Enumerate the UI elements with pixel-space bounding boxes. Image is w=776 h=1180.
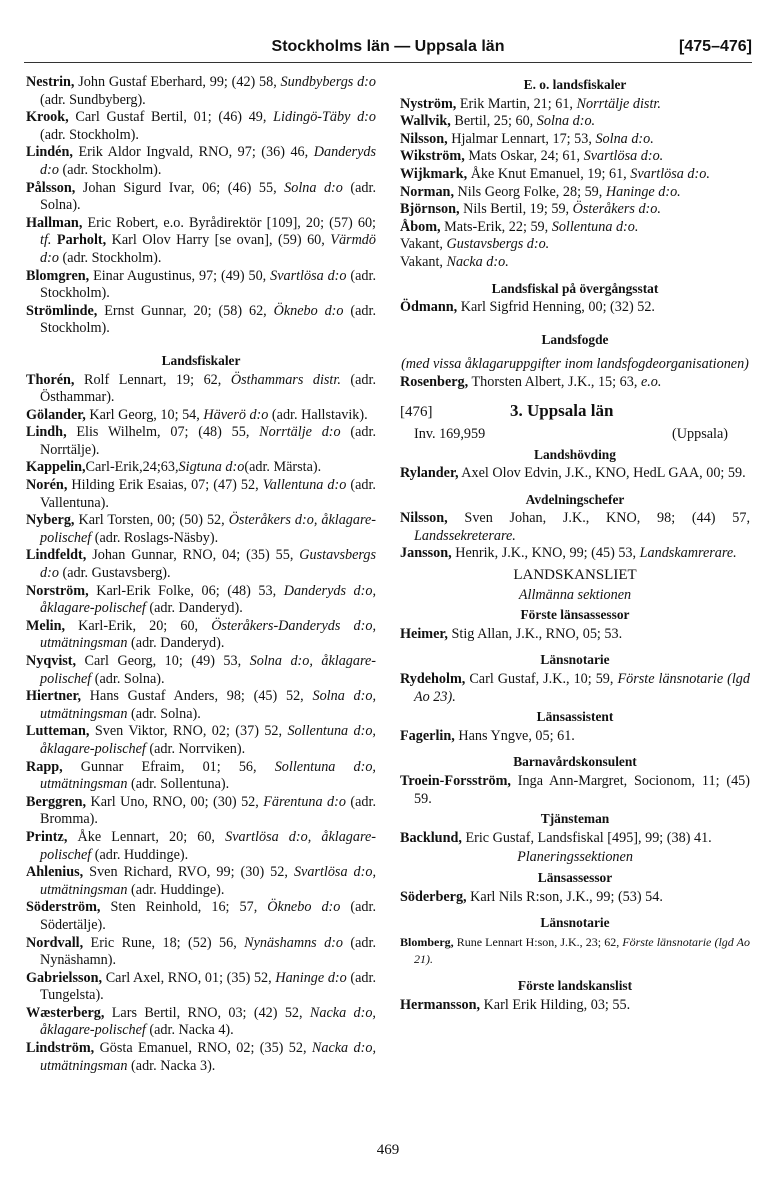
entry-office-text: Österåkers-Danderyds d:o, utmätningsman <box>40 617 376 652</box>
entry-office-text: Solna d:o, utmätningsman <box>40 688 376 722</box>
county-page-ref: [476] <box>400 403 433 420</box>
entry-office-text: Svartlösa d:o, utmätningsman <box>40 864 377 898</box>
section-note: (med vissa åklagaruppgifter inom landsfogdeorganisationen) <box>401 356 749 373</box>
entry-list <box>26 372 376 1076</box>
entry-text: Inga Ann-Margret, Socionom, 11; (45) 59. <box>414 773 750 807</box>
entry-office-text: Lidingö-Täby d:o <box>273 109 376 126</box>
person-surname: Nyberg, <box>26 512 75 529</box>
entry-text: (adr. Gustavsberg). <box>58 565 171 582</box>
entry-text: (adr. Tungelsta). <box>40 969 376 1004</box>
person-surname: Björnson, <box>400 201 460 218</box>
directory-entry <box>400 889 750 907</box>
directory-entry <box>26 144 376 179</box>
entry-text: Sven Johan, J.K., KNO, 98; (44) 57, <box>447 510 750 527</box>
person-surname: Norman, <box>400 183 454 200</box>
entry-text: Nils Bertil, 19; 59, <box>459 201 573 218</box>
entry-office-text: Haninge d:o <box>275 969 347 986</box>
entry-list <box>400 997 750 1015</box>
entry-text: Henrik, J.K., KNO, 99; (45) 53, <box>451 545 640 562</box>
directory-entry <box>400 148 750 166</box>
entry-list <box>400 96 750 272</box>
entry-office-text: Sollentuna d:o, utmätningsman <box>40 758 376 793</box>
entry-office-text: Värmdö d:o <box>40 232 376 266</box>
entry-text: Hilding Erik Esaias, 07; (47) 52, <box>67 477 263 494</box>
entry-text: (adr. Hallstavik). <box>268 406 368 423</box>
entry-text: (adr. Stockholm). <box>58 249 162 266</box>
county-seat: (Uppsala) <box>672 425 728 442</box>
person-surname: Nordvall, <box>26 934 84 951</box>
subdivision-title: Allmänna sektionen <box>518 586 632 603</box>
entry-office-text: Sigtuna d:o <box>178 459 245 476</box>
entry-text: Karl Olov Harry [se ovan], (59) 60, <box>106 232 331 249</box>
person-surname: Wallvik, <box>400 113 451 130</box>
entry-office-text: Nynäshamns d:o <box>244 934 343 951</box>
entry-text: (adr. Danderyd). <box>127 635 225 652</box>
entry-list <box>400 510 750 563</box>
person-surname: Hallman, <box>26 214 83 231</box>
person-surname: Lindfeldt, <box>26 547 87 564</box>
entry-text: Åke Knut Emanuel, 19; 61, <box>467 165 631 182</box>
directory-entry <box>400 166 750 184</box>
directory-entry <box>400 626 750 644</box>
person-surname: Hiertner, <box>26 688 82 705</box>
entry-text: Stig Allan, J.K., RNO, 05; 53. <box>447 625 623 642</box>
entry-office-text: Solna d:o. <box>595 130 654 147</box>
entry-list <box>400 299 750 317</box>
directory-entry <box>400 545 750 563</box>
entry-office-text: Norrtälje distr. <box>576 95 661 112</box>
entry-text: (adr. Huddinge). <box>91 846 189 863</box>
section-title: Landsfogde <box>541 331 609 347</box>
person-surname: Lindén, <box>26 144 73 161</box>
entry-office-text: Förste länsnotarie (lgd Ao 21). <box>414 934 750 967</box>
directory-entry <box>400 997 750 1015</box>
page-range: [475–476] <box>679 38 752 55</box>
entry-text: Gösta Emanuel, RNO, 02; (35) 52, <box>94 1040 312 1057</box>
section-title: Barnavårdskonsulent <box>513 754 637 770</box>
directory-entry <box>26 109 376 144</box>
entry-text: Mats Oskar, 24; 61, <box>464 148 584 165</box>
entry-text: Karl Torsten, 00; (50) 52, <box>74 512 229 529</box>
entry-text: Carl Gustaf Bertil, 01; (46) 49, <box>68 109 274 126</box>
entry-text: Sten Reinhold, 16; 57, <box>100 899 268 916</box>
person-surname: Blomberg, <box>400 934 454 949</box>
entry-office-text: Landskamrerare. <box>639 545 737 562</box>
entry-text: Hans Gustaf Anders, 98; (45) 52, <box>81 688 313 705</box>
person-surname: Lindh, <box>26 424 67 441</box>
entry-text: (adr. Nacka 3). <box>127 1057 216 1074</box>
entry-list <box>400 728 750 746</box>
directory-entry <box>400 830 750 848</box>
entry-office-text: Österåkers d:o. <box>572 201 661 218</box>
inventory-count: Inv. 169,959 <box>414 425 486 442</box>
entry-office-text: Solna d:o, åklagare-polischef <box>40 653 377 687</box>
person-surname: Gabrielsson, <box>26 969 103 986</box>
entry-text: (adr. Solna). <box>127 705 201 722</box>
entry-text: Hjalmar Lennart, 17; 53, <box>447 130 596 147</box>
entry-text: Axel Olov Edvin, J.K., KNO, HedL GAA, 00; 59. <box>458 465 746 482</box>
person-surname: Wikström, <box>400 148 465 165</box>
directory-entry <box>400 96 750 114</box>
directory-entry <box>26 723 376 758</box>
section-title: Landshövding <box>534 446 616 462</box>
entry-office-text: tf. <box>40 232 52 249</box>
entry-text: (adr. Nacka 4). <box>145 1022 234 1039</box>
entry-text: Erik Martin, 21; 61, <box>456 95 577 112</box>
person-surname: Blomgren, <box>26 267 90 284</box>
person-surname: Nilsson, <box>400 130 448 147</box>
entry-office-text: Färentuna d:o <box>263 793 346 810</box>
directory-entry <box>26 407 376 425</box>
person-surname: Söderström, <box>26 899 101 916</box>
person-surname: Rapp, <box>26 758 63 775</box>
left-column <box>26 74 376 1075</box>
entry-office-text: Sollentuna d:o, åklagare-polischef <box>40 723 376 757</box>
entry-text: Gunnar Efraim, 01; 56, <box>62 758 275 775</box>
person-surname: Melin, <box>26 617 66 634</box>
entry-text: Karl Nils R:son, J.K., 99; (53) 54. <box>466 888 663 905</box>
entry-text: Erik Aldor Ingvald, RNO, 97; (36) 46, <box>72 144 314 161</box>
section-title: Länsassistent <box>536 709 614 725</box>
entry-office-text: Danderyds d:o, åklagare-polischef <box>40 582 376 617</box>
entry-text: Elis Wilhelm, 07; (48) 55, <box>66 424 260 441</box>
entry-text: Rune Lennart H:son, J.K., 23; 62, <box>453 934 623 949</box>
directory-entry <box>26 759 376 794</box>
entry-text: Ernst Gunnar, 20; (58) 62, <box>97 302 274 319</box>
person-surname: Printz, <box>26 828 68 845</box>
entry-text: Eric Rune, 18; (52) 56, <box>83 934 245 951</box>
section-title: Förste landskanslist <box>517 977 633 993</box>
entry-text: (adr. Nynäshamn). <box>40 934 376 969</box>
entry-text: (adr. Stockholm). <box>40 126 139 143</box>
entry-text: Eric Gustaf, Landsfiskal [495], 99; (38) 41. <box>461 829 712 846</box>
entry-office-text: Häverö d:o <box>203 406 269 423</box>
person-surname: Backlund, <box>400 829 462 846</box>
person-surname: Gölander, <box>26 406 86 423</box>
entry-list <box>400 830 750 848</box>
entry-office-text: Svartlösa d:o <box>270 267 347 284</box>
entry-text: (adr. Sundbyberg). <box>40 91 146 108</box>
person-surname: Norström, <box>26 582 89 599</box>
entry-office-text: Svartlösa d:o. <box>630 165 710 182</box>
person-surname: Åbom, <box>400 218 441 235</box>
entry-text: Karl Sigfrid Henning, 00; (32) 52. <box>457 299 655 316</box>
directory-entry <box>26 864 376 899</box>
section-title: Tjänsteman <box>540 811 610 827</box>
section-title: E. o. landsfiskaler <box>523 77 627 92</box>
entry-text: (adr. Stockholm). <box>40 302 376 337</box>
entry-office-text: Svartlösa d:o. <box>583 148 664 165</box>
directory-entry <box>26 1040 376 1075</box>
directory-entry <box>26 74 376 109</box>
entry-text: (adr. Norrviken). <box>145 740 246 757</box>
entry-text: Sven Viktor, RNO, 02; (37) 52, <box>89 723 288 740</box>
entry-text: Thorsten Albert, J.K., 15; 63, <box>468 373 641 390</box>
person-surname: Strömlinde, <box>26 302 98 319</box>
entry-text: Johan Sigurd Ivar, 06; (46) 55, <box>75 179 285 196</box>
entry-list <box>400 889 750 907</box>
entry-office-text: Danderyds d:o <box>40 144 376 178</box>
entry-text: Einar Augustinus, 97; (49) 50, <box>89 267 271 284</box>
person-surname: Rylander, <box>400 465 459 482</box>
directory-entry <box>400 113 750 131</box>
directory-entry <box>400 773 750 808</box>
entry-office-text: Norrtälje d:o <box>259 424 341 441</box>
entry-text: John Gustaf Eberhard, 99; (42) 58, <box>74 74 281 90</box>
directory-entry <box>26 1005 376 1040</box>
entry-text: Karl-Erik, 20; 60, <box>65 617 212 634</box>
page-header <box>24 36 752 63</box>
directory-entry <box>400 236 750 254</box>
person-surname: Söderberg, <box>400 888 467 905</box>
person-surname: Rosenberg, <box>400 373 469 390</box>
directory-entry <box>26 618 376 653</box>
entry-text: (adr. Solna). <box>91 670 165 687</box>
entry-office-text: Solna d:o. <box>536 113 596 130</box>
person-surname: Fagerlin, <box>400 727 455 744</box>
entry-text: Carl Axel, RNO, 01; (35) 52, <box>102 969 276 986</box>
county-name: 3. Uppsala län <box>510 400 614 420</box>
entry-text: Karl-Erik Folke, 06; (48) 53, <box>88 582 284 599</box>
person-surname: Pålsson, <box>26 179 76 196</box>
section-title: Länsnotarie <box>540 915 610 931</box>
entry-office-text: Östhammars distr. <box>230 371 341 388</box>
directory-entry <box>26 268 376 303</box>
entry-text: Bertil, 25; 60, <box>450 113 537 130</box>
directory-entry <box>26 547 376 582</box>
county-heading <box>400 402 750 426</box>
directory-entry <box>400 201 750 219</box>
entry-list <box>26 74 376 338</box>
person-surname: Wijkmark, <box>400 165 468 182</box>
entry-text: Hans Yngve, 05; 61. <box>454 727 575 744</box>
person-surname: Berggren, <box>26 793 87 810</box>
division-title: LANDSKANSLIET <box>513 567 637 584</box>
person-surname: Norén, <box>26 477 68 494</box>
entry-text: (adr. Bromma). <box>40 793 377 828</box>
directory-entry <box>26 935 376 970</box>
entry-office-text: Solna d:o <box>284 179 343 196</box>
directory-entry <box>400 510 750 545</box>
entry-text: Mats-Erik, 22; 59, <box>440 218 552 235</box>
section-title: Länsnotarie <box>540 652 610 668</box>
directory-entry <box>26 688 376 723</box>
directory-entry <box>26 424 376 459</box>
directory-entry <box>26 653 376 688</box>
directory-entry <box>26 899 376 934</box>
entry-text: (adr. Sollentuna). <box>127 776 230 793</box>
entry-list <box>400 773 750 808</box>
entry-office-text: Landssekreterare. <box>414 527 516 544</box>
person-surname: Hermansson, <box>400 996 481 1013</box>
entry-text: (adr. Norrtälje). <box>40 424 377 458</box>
entry-office-text: Öknebo d:o <box>267 899 341 916</box>
entry-text: (adr. Vallentuna). <box>40 477 376 511</box>
entry-office-text: Svartlösa d:o, åklagare-polischef <box>40 828 376 863</box>
entry-text: Nils Georg Folke, 28; 59, <box>454 183 606 200</box>
entry-list <box>400 626 750 644</box>
entry-text: Karl Uno, RNO, 00; (30) 52, <box>86 793 264 810</box>
directory-entry <box>26 512 376 547</box>
directory-entry <box>26 215 376 268</box>
entry-office-text: Förste länsnotarie (lgd Ao 23). <box>414 671 750 705</box>
entry-text: (adr. Stockholm). <box>40 267 376 302</box>
directory-entry <box>400 465 750 483</box>
entry-text: Karl Erik Hilding, 03; 55. <box>480 996 631 1013</box>
person-surname: Lutteman, <box>26 723 90 740</box>
right-column <box>400 74 750 1014</box>
entry-office-text: Gustavsbergs d:o. <box>446 236 550 253</box>
directory-entry <box>26 583 376 618</box>
entry-text: Johan Gunnar, RNO, 04; (35) 55, <box>86 547 300 564</box>
person-surname: Nyström, <box>400 95 457 112</box>
inventory-line <box>400 426 750 444</box>
subdivision-title: Planeringssektionen <box>517 849 633 866</box>
person-surname: Heimer, <box>400 625 448 642</box>
person-surname: Lindström, <box>26 1040 95 1057</box>
directory-entry <box>400 728 750 746</box>
directory-entry <box>26 459 376 477</box>
entry-text: Sven Richard, RVO, 99; (30) 52, <box>83 864 294 881</box>
entry-office-text: Haninge d:o. <box>605 183 681 200</box>
directory-entry <box>26 829 376 864</box>
person-surname: Thorén, <box>26 371 75 388</box>
entry-text: Parholt, <box>51 232 107 249</box>
entry-text: Carl Gustaf, J.K., 10; 59, <box>465 671 618 688</box>
entry-office-text: Öknebo d:o <box>273 302 344 319</box>
directory-entry <box>400 219 750 237</box>
entry-text: Carl-Erik,24;63, <box>85 459 179 476</box>
directory-entry <box>400 671 750 706</box>
person-surname: Krook, <box>26 109 69 126</box>
person-surname: Ahlenius, <box>26 864 84 881</box>
person-surname: Nilsson, <box>400 510 448 527</box>
entry-list <box>400 374 750 392</box>
entry-office-text: e.o. <box>640 373 662 390</box>
directory-entry <box>400 184 750 202</box>
entry-text: Rolf Lennart, 19; 62, <box>74 371 231 388</box>
entry-office-text: Sundbybergs d:o <box>280 74 376 90</box>
entry-text: Åke Lennart, 20; 60, <box>67 828 226 845</box>
entry-office-text: Nacka d:o, utmätningsman <box>40 1040 376 1074</box>
person-surname: Rydeholm, <box>400 671 466 688</box>
entry-text: Karl Georg, 10; 54, <box>85 406 204 423</box>
section-title: Landsfiskal på övergångsstat <box>491 280 659 296</box>
entry-list <box>400 465 750 483</box>
entry-office-text: Nacka d:o. <box>446 253 509 270</box>
entry-list <box>400 934 750 969</box>
directory-entry <box>26 303 376 338</box>
directory-entry <box>26 477 376 512</box>
directory-entry <box>26 372 376 407</box>
entry-text: Carl Georg, 10; (49) 53, <box>76 653 250 669</box>
person-surname: Wæsterberg, <box>26 1004 105 1021</box>
entry-text: (adr. Roslags-Näsby). <box>91 529 219 546</box>
section-title: Länsassessor <box>537 869 613 885</box>
entry-text: Eric Robert, e.o. Byrådirektör [109], 20; (57) 60; <box>82 214 376 231</box>
person-surname: Nestrin, <box>26 74 75 90</box>
person-surname: Troein-Forsström, <box>400 773 511 789</box>
directory-entry <box>26 970 376 1005</box>
entry-office-text: Sollentuna d:o. <box>551 218 639 235</box>
entry-text: Lars Bertil, RNO, 03; (42) 52, <box>104 1004 310 1021</box>
section-title: Landsfiskaler <box>161 352 241 368</box>
directory-entry <box>26 794 376 829</box>
directory-entry <box>400 254 750 272</box>
directory-entry <box>400 131 750 149</box>
entry-list <box>400 671 750 706</box>
person-surname: Kappelin, <box>26 459 86 476</box>
directory-entry <box>400 374 750 392</box>
entry-text: Vakant, <box>400 253 447 270</box>
person-surname: Jansson, <box>400 545 452 562</box>
entry-office-text: Gustavsbergs d:o <box>40 547 376 582</box>
directory-entry <box>400 299 750 317</box>
page-number: 469 <box>376 1142 400 1158</box>
person-surname: Ödmann, <box>400 299 458 316</box>
entry-text: Vakant, <box>400 236 447 253</box>
entry-office-text: Nacka d:o, åklagare-polischef <box>40 1004 376 1039</box>
running-title: Stockholms län — Uppsala län <box>271 38 505 55</box>
entry-text: (adr. Solna). <box>40 179 376 214</box>
directory-entry <box>400 934 750 969</box>
section-title: Avdelningschefer <box>525 491 625 507</box>
entry-office-text: Österåkers d:o, åklagare-polischef <box>40 512 376 546</box>
entry-text: (adr. Stockholm). <box>58 161 162 178</box>
entry-text: (adr. Östhammar). <box>40 371 376 406</box>
directory-entry <box>26 180 376 215</box>
entry-text: (adr. Danderyd). <box>145 600 243 617</box>
entry-office-text: Vallentuna d:o <box>262 477 347 494</box>
person-surname: Nyqvist, <box>26 653 77 669</box>
entry-text: (adr. Södertälje). <box>40 899 376 933</box>
section-title: Förste länsassessor <box>520 607 630 623</box>
entry-text: (adr. Märsta). <box>244 459 322 476</box>
entry-text: (adr. Huddinge). <box>127 881 225 898</box>
